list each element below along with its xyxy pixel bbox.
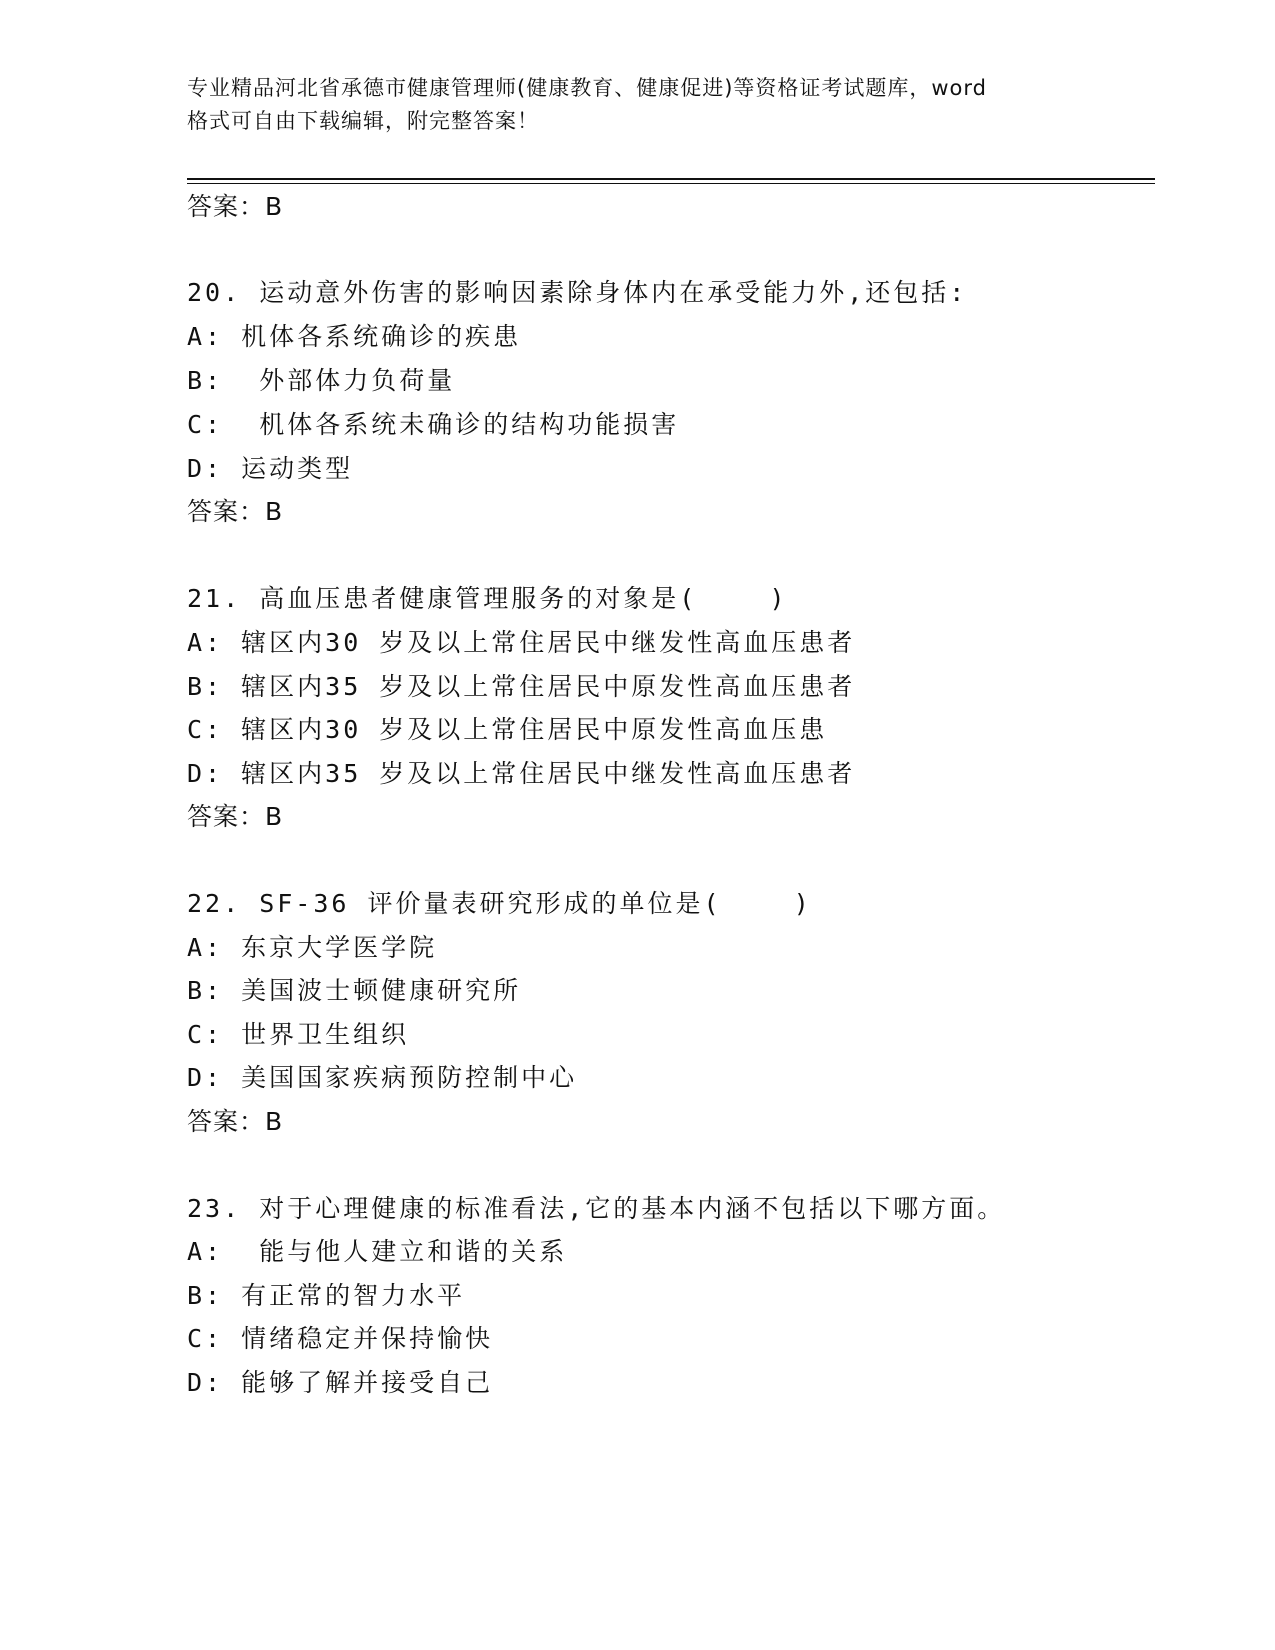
question-22-option-c: C: 世界卫生组织 — [187, 1020, 410, 1049]
question-21-option-b: B: 辖区内35 岁及以上常住居民中原发性高血压患者 — [187, 672, 856, 701]
question-20-option-c: C: 机体各系统未确诊的结构功能损害 — [187, 410, 680, 439]
header-divider-thin — [187, 183, 1155, 184]
question-23-option-b: B: 有正常的智力水平 — [187, 1281, 466, 1310]
question-21-stem: 21. 高血压患者健康管理服务的对象是( ) — [187, 584, 788, 613]
question-22-option-b: B: 美国波士顿健康研究所 — [187, 976, 522, 1005]
question-20-answer: 答案：B — [187, 497, 284, 526]
question-22-option-a: A: 东京大学医学院 — [187, 933, 438, 962]
question-23-option-a: A: 能与他人建立和谐的关系 — [187, 1237, 568, 1266]
question-20-stem: 20. 运动意外伤害的影响因素除身体内在承受能力外,还包括: — [187, 278, 968, 307]
question-22-option-d: D: 美国国家疾病预防控制中心 — [187, 1063, 578, 1092]
question-23-option-d: D: 能够了解并接受自己 — [187, 1368, 494, 1397]
question-21-option-a: A: 辖区内30 岁及以上常住居民中继发性高血压患者 — [187, 628, 856, 657]
question-21-answer: 答案：B — [187, 802, 284, 831]
question-20-option-b: B: 外部体力负荷量 — [187, 366, 456, 395]
page-header — [187, 72, 1087, 138]
header-divider — [187, 178, 1155, 180]
question-20-option-a: A: 机体各系统确诊的疾患 — [187, 322, 522, 351]
header-line-2: 格式可自由下载编辑，附完整答案！ — [187, 109, 539, 133]
header-line-1: 专业精品河北省承德市健康管理师(健康教育、健康促进)等资格证考试题库，word — [187, 76, 988, 100]
question-22-stem: 22. SF-36 评价量表研究形成的单位是( ) — [187, 889, 812, 918]
question-23-stem: 23. 对于心理健康的标准看法,它的基本内涵不包括以下哪方面。 — [187, 1194, 1006, 1223]
question-22-answer: 答案：B — [187, 1107, 284, 1136]
question-21-option-d: D: 辖区内35 岁及以上常住居民中继发性高血压患者 — [187, 759, 856, 788]
answer-previous: 答案：B — [187, 192, 284, 221]
question-21-option-c: C: 辖区内30 岁及以上常住居民中原发性高血压患 — [187, 715, 828, 744]
question-23-option-c: C: 情绪稳定并保持愉快 — [187, 1324, 494, 1353]
question-20-option-d: D: 运动类型 — [187, 454, 354, 483]
